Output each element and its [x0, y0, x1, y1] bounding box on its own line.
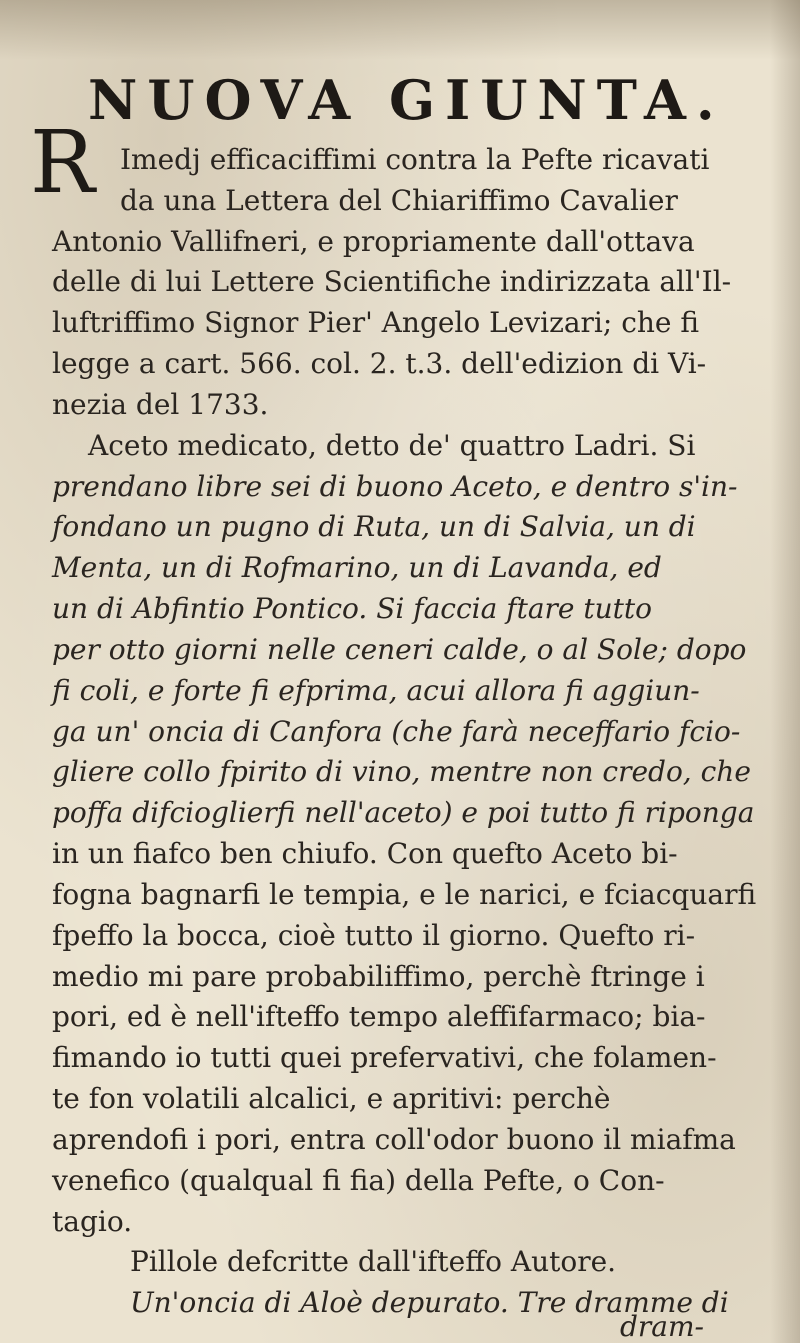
text-line: tagio.: [52, 1204, 133, 1238]
text-line: fondano un pugno di Ruta, un di Salvia, un di: [52, 510, 696, 544]
text-line: aprendofi i pori, entra coll'odor buono il miafma: [52, 1122, 736, 1156]
text-line: medio mi pare probabiliffimo, perchè ftringe i: [52, 959, 705, 993]
catchword: dram-: [620, 1310, 705, 1343]
text-line: prendano libre sei di buono Aceto, e dentro s'in-: [52, 469, 738, 503]
text-line: te fon volatili alcalici, e apritivi: perchè: [52, 1082, 611, 1116]
text-line: fpeffo la bocca, cioè tutto il giorno. Quefto ri-: [52, 918, 696, 952]
text-line: Antonio Vallifneri, e propriamente dall'ottava: [52, 224, 695, 258]
page-edge-shadow: [770, 0, 800, 1343]
text-line: fimando io tutti quei prefervativi, che folamen-: [52, 1041, 717, 1075]
text-line: delle di lui Lettere Scientifiche indirizzata all'Il-: [52, 265, 732, 299]
drop-cap: R: [30, 113, 95, 213]
text-line: nezia del 1733.: [52, 387, 269, 421]
text-line: fi coli, e forte fi efprima, acui allora fi aggiun-: [52, 673, 700, 707]
paper-stain: [0, 0, 800, 60]
text-line: un di Abfintio Pontico. Si faccia ftare tutto: [52, 592, 653, 626]
text-line: legge a cart. 566. col. 2. t.3. dell'edizion di Vi-: [52, 347, 707, 381]
text-line: ga un' oncia di Canfora (che farà neceffario fcio-: [52, 714, 741, 748]
text-line: in un fiafco ben chiufo. Con quefto Aceto bi-: [52, 837, 678, 871]
section-title: Pillole defcritte dall'ifteffo Autore.: [130, 1245, 617, 1279]
text-line: da una Lettera del Chiariffimo Cavalier: [120, 183, 678, 217]
text-line: Un'oncia di Aloè depurato. Tre dramme di: [130, 1286, 729, 1320]
text-line: gliere collo fpirito di vino, mentre non credo, che: [52, 755, 751, 789]
text-line: poffa difcioglierfi nell'aceto) e poi tutto fi riponga: [52, 796, 755, 830]
text-line: Imedj efficaciffimi contra la Pefte ricavati: [120, 143, 710, 176]
text-line: venefico (qualqual fi fia) della Pefte, o Con-: [52, 1163, 665, 1197]
text-line: per otto giorni nelle ceneri calde, o al Sole; dopo: [52, 632, 747, 666]
text-line: Menta, un di Rofmarino, un di Lavanda, ed: [52, 551, 662, 585]
text-line: fogna bagnarfi le tempia, e le narici, e fciacquarfi: [52, 877, 757, 911]
text-line: pori, ed è nell'ifteffo tempo aleffifarmaco; bia-: [52, 1000, 706, 1034]
page-heading: NUOVA GIUNTA.: [88, 68, 725, 132]
text-line: luftriffimo Signor Pier' Angelo Levizari; che fi: [52, 306, 700, 340]
recipe-title: Aceto medicato, detto de' quattro Ladri. Si: [88, 428, 696, 462]
